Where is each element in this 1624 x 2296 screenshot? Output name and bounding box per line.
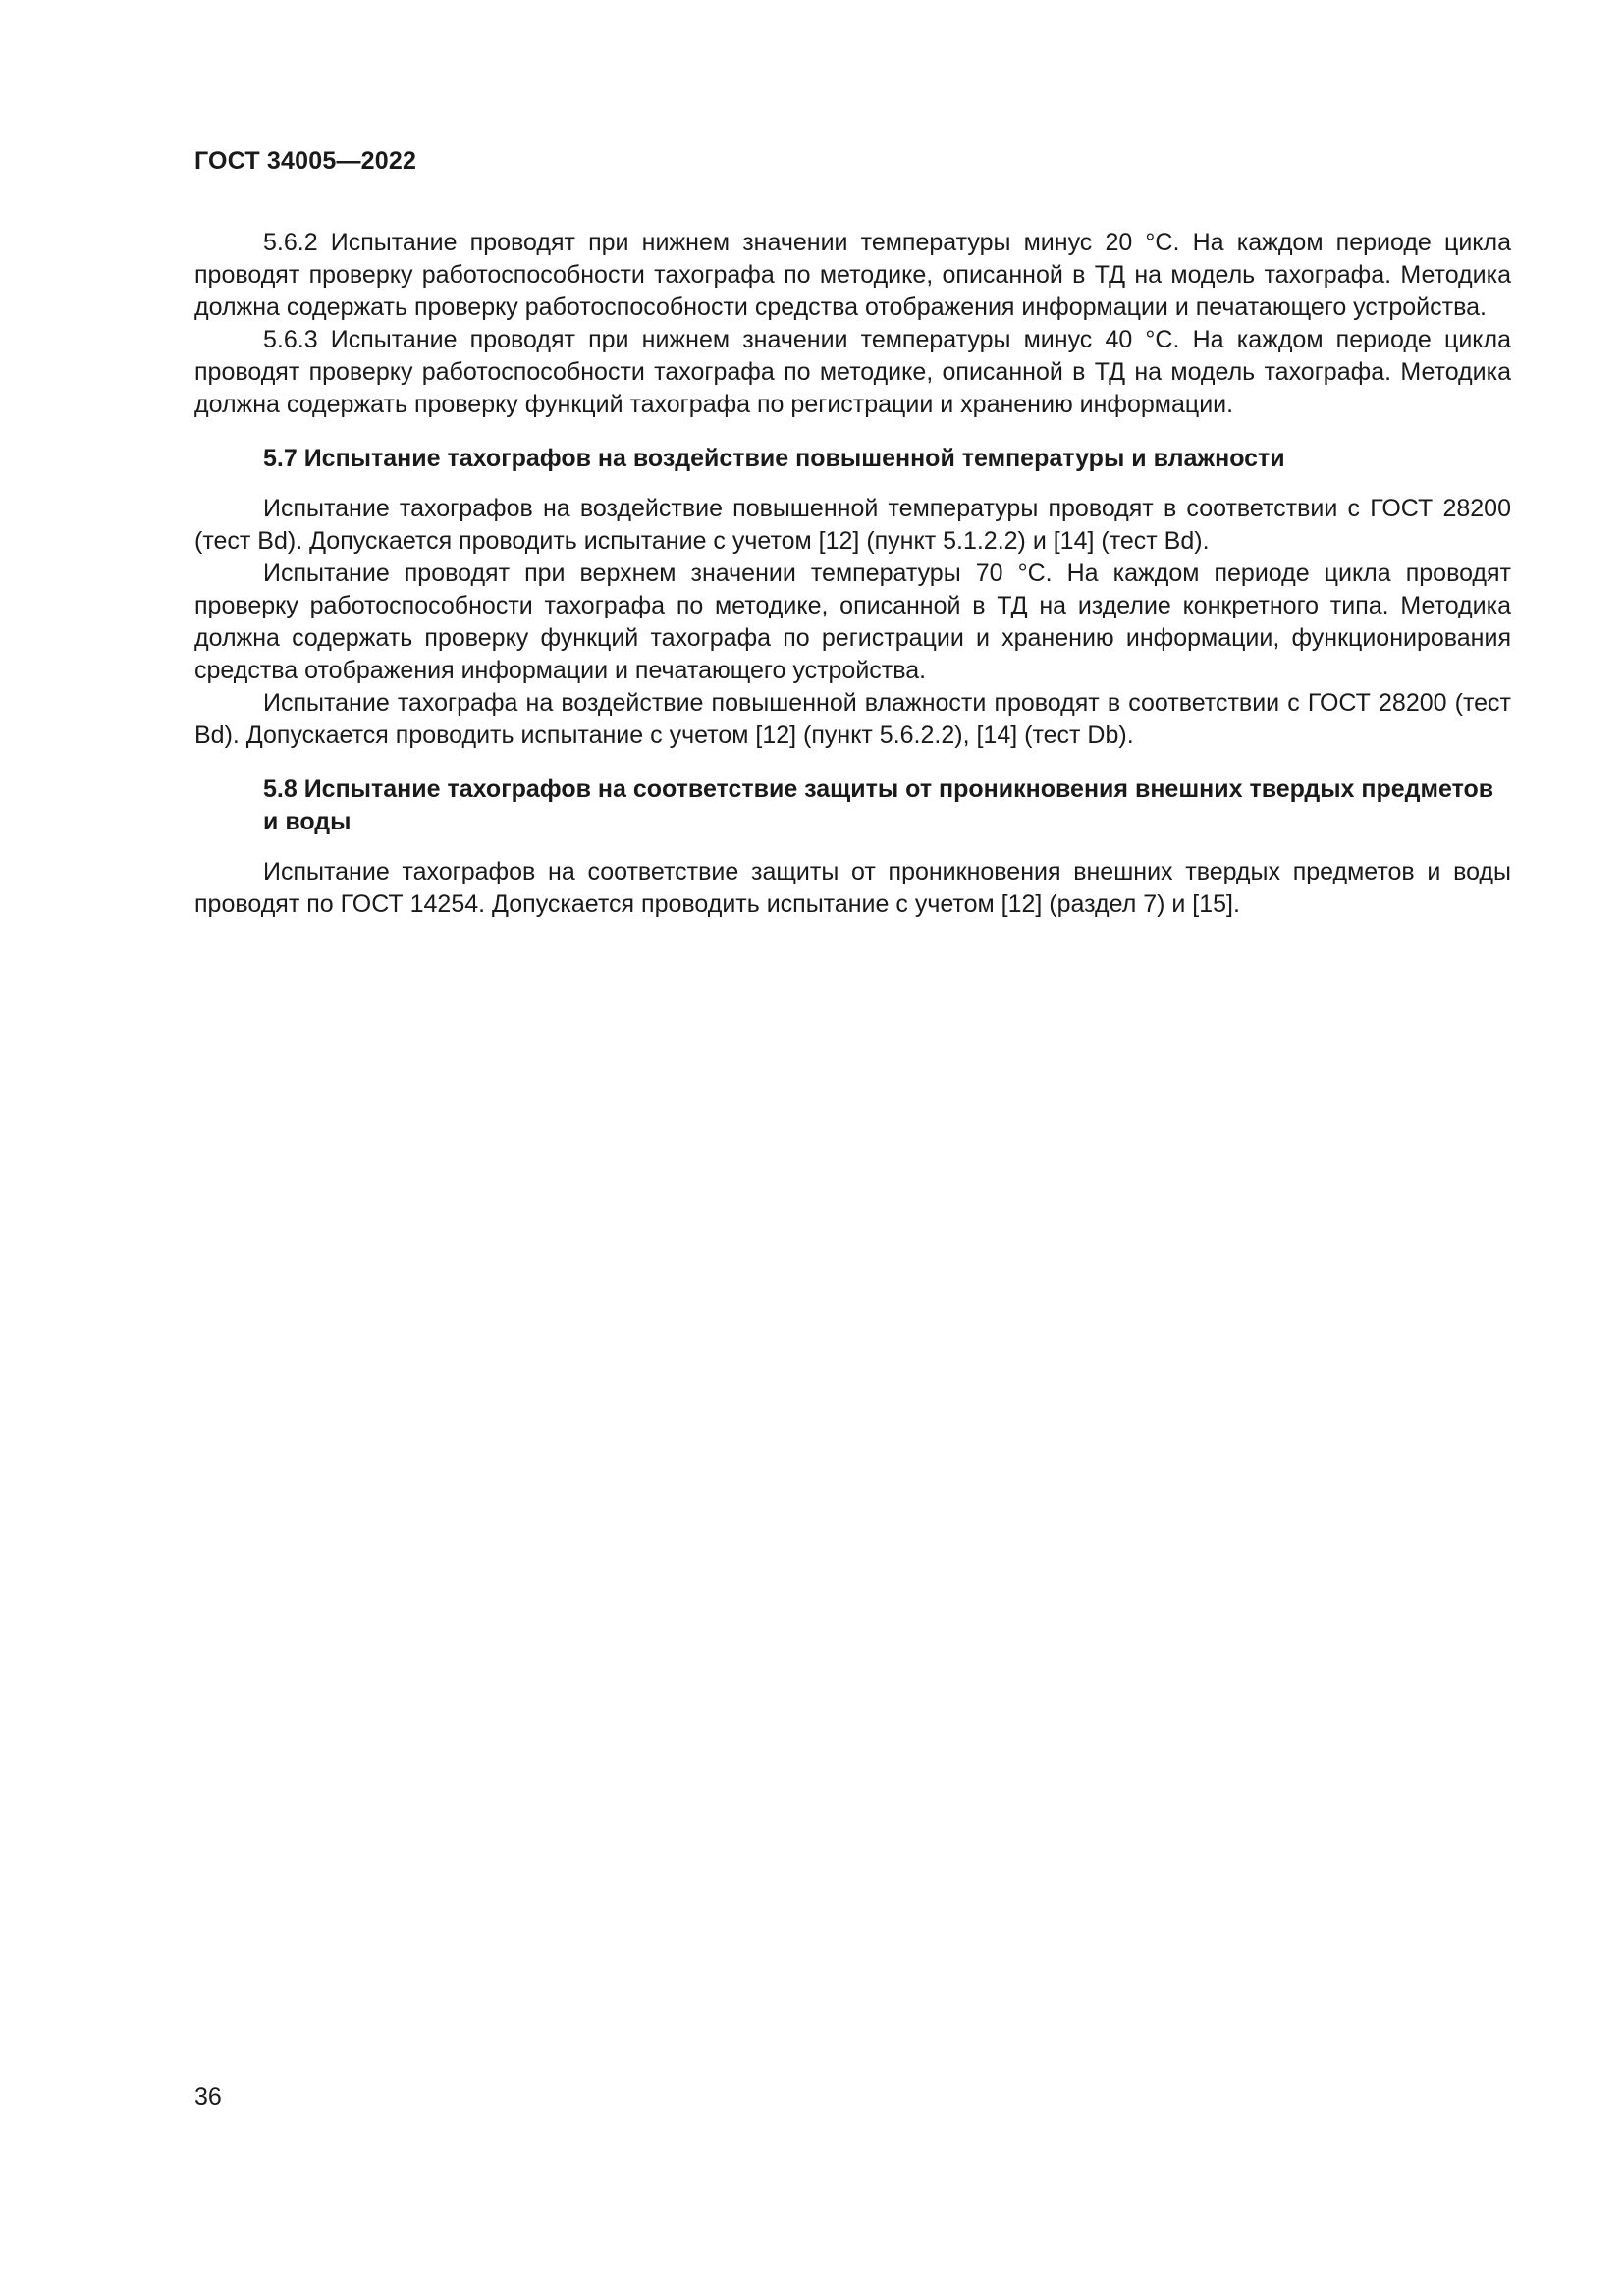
section-heading-5-8: 5.8 Испытание тахографов на соответствие защиты от проникновения внешних твердых предметов и воды [263, 775, 1494, 835]
paragraph-5-8: Испытание тахографов на соответствие защиты от проникновения внешних твердых предметов и воды проводят по ГОСТ 14254. Допускается проводить испытание с учетом [12] (раздел 7) и [15]. [194, 858, 1511, 918]
paragraph-5-6-3: 5.6.3 Испытание проводят при нижнем значении температуры минус 40 °С. На каждом периоде цикла проводят проверку работоспособности тахографа по методике, описанной в ТД на модель тахографа. Методика должна содержать проверку функций тахографа по регистрации и хранению информации. [194, 326, 1511, 418]
paragraph-5-7-a: Испытание тахографов на воздействие повышенной температуры проводят в соответствии с ГОСТ 28200 (тест Bd). Допускается проводить испытание с учетом [12] (пункт 5.1.2.2) и [14] (тест Bd). [194, 495, 1511, 555]
document-body [194, 227, 1511, 921]
paragraph-5-6-2: 5.6.2 Испытание проводят при нижнем значении температуры минус 20 °С. На каждом периоде цикла проводят проверку работоспособности тахографа по методике, описанной в ТД на модель тахографа. Методика должна содержать проверку работоспособности средства отображения информации и печатающего устройства. [194, 229, 1511, 321]
document-header: ГОСТ 34005—2022 [194, 147, 417, 175]
paragraph-5-7-c: Испытание тахографа на воздействие повышенной влажности проводят в соответствии с ГОСТ 28200 (тест Bd). Допускается проводить испытание с учетом [12] (пункт 5.6.2.2), [14] (тест Db). [194, 689, 1511, 749]
section-heading-5-7: 5.7 Испытание тахографов на воздействие повышенной температуры и влажности [263, 445, 1285, 472]
page-number: 36 [194, 2083, 222, 2110]
paragraph-5-7-b: Испытание проводят при верхнем значении температуры 70 °С. На каждом периоде цикла проводят проверку работоспособности тахографа по методике, описанной в ТД на изделие конкретного типа. Методика должна содержать проверку функций тахографа по регистрации и хранению информации, функционирования средства отображения информации и печатающего устройства. [194, 560, 1511, 684]
